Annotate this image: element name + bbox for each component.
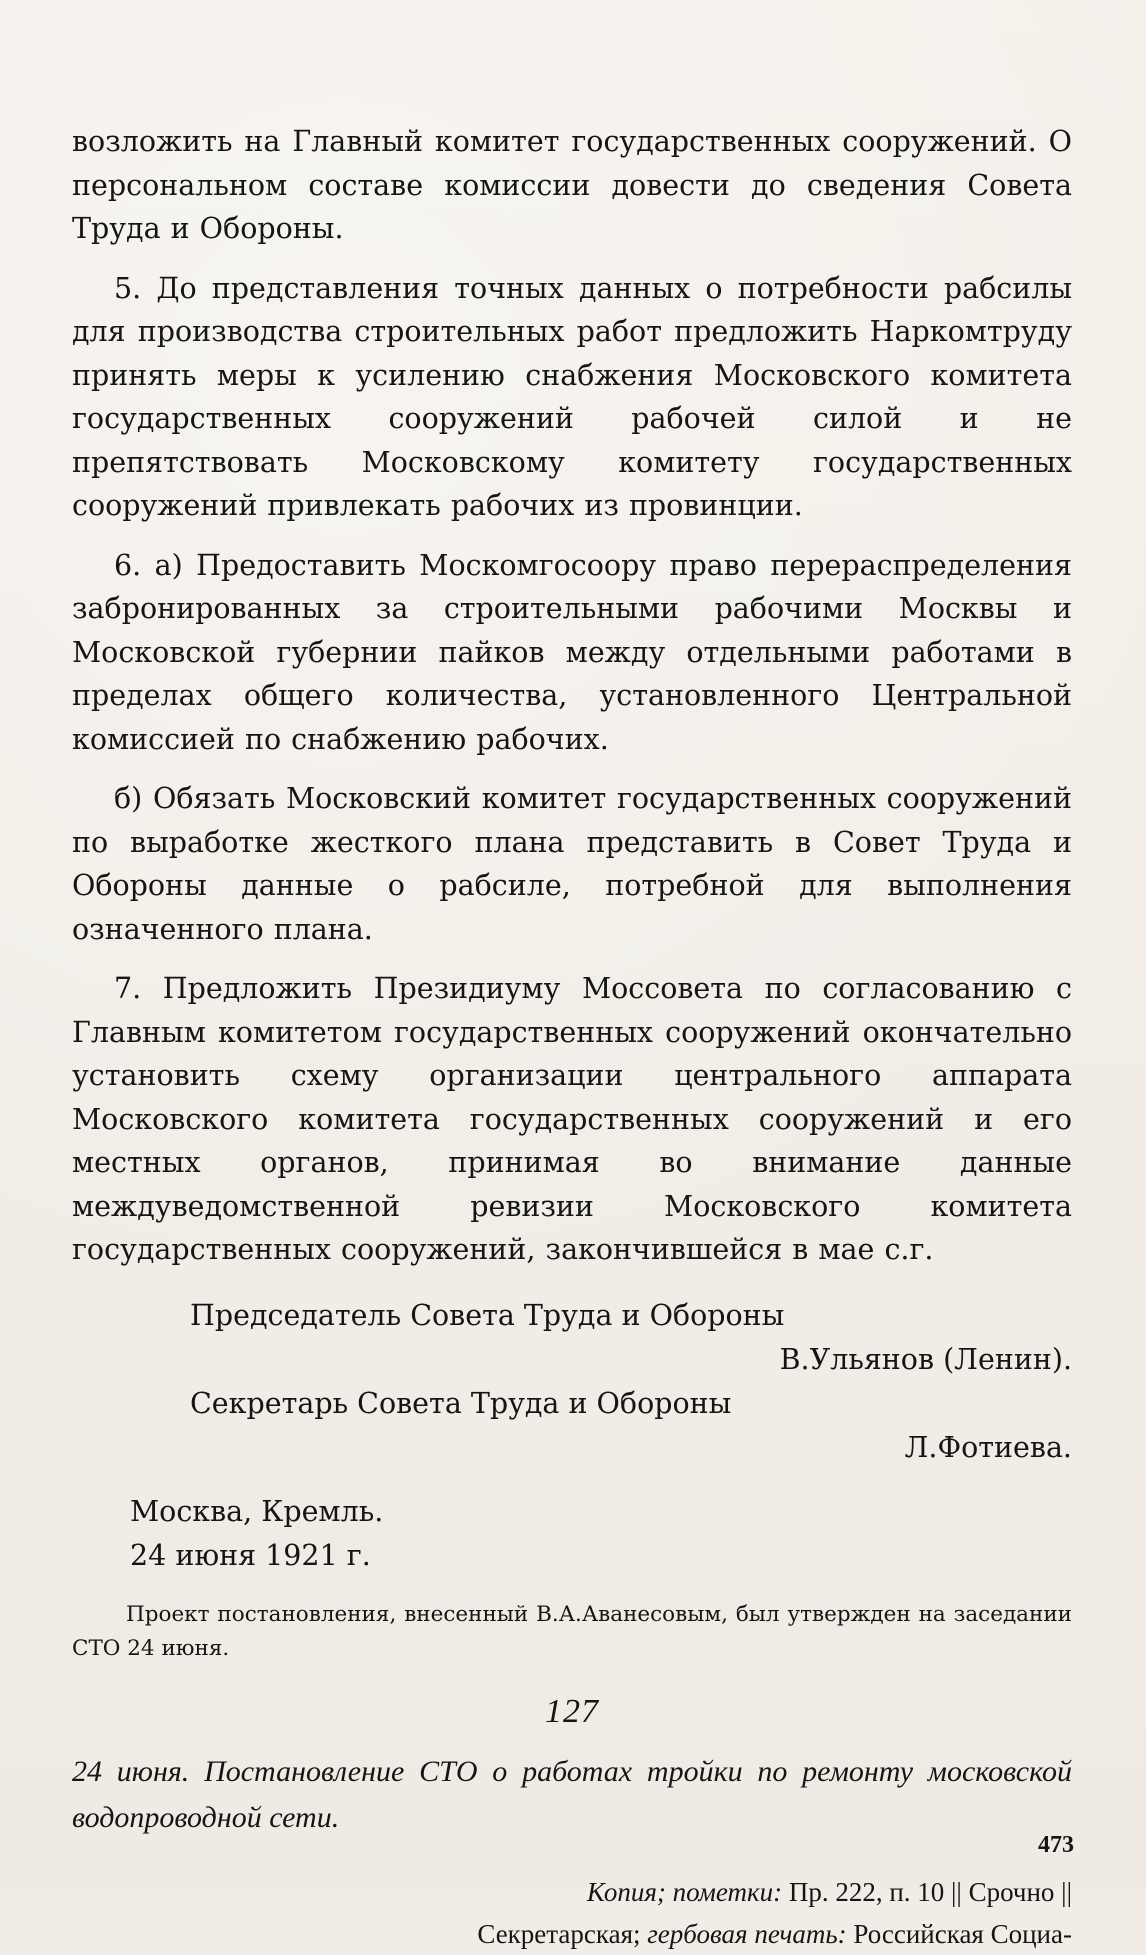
page-content bbox=[72, 120, 1072, 1955]
date-line: 24 июня 1921 г. bbox=[130, 1538, 371, 1572]
meta-line-1 bbox=[72, 1871, 1072, 1913]
paragraph-item-6b: б) Обязать Московский комитет государственных сооружений по выработке жесткого плана представить в Совет Труда и Обороны данные о рабсиле, потребной для выполнения означенного плана. bbox=[72, 782, 1072, 946]
place-line: Москва, Кремль. bbox=[130, 1494, 384, 1528]
paragraph-item-6a: 6. а) Предоставить Москомгосоору право перераспределения забронированных за строительными рабочими Москвы и Московской губернии пайков между отдельными работами в пределах общего количества, установленного Центральной комиссией по снабжению рабочих. bbox=[72, 548, 1072, 756]
paragraph-gap bbox=[72, 528, 1072, 544]
secretary-title: Секретарь Совета Труда и Обороны bbox=[190, 1386, 732, 1420]
paragraph-gap bbox=[72, 761, 1072, 777]
paragraph-item-7: 7. Предложить Президиуму Моссовета по согласованию с Главным комитетом государственных сооружений окончательно установить схему организации центрального аппарата Московского комитета государственных сооружений и его местных органов, принимая во внимание данные междуведомственной ревизии Московского комитета государственных сооружений, закончившейся в мае с.г. bbox=[72, 972, 1072, 1266]
paragraph-gap bbox=[72, 951, 1072, 967]
meta-line-2-value: Секретарская; bbox=[477, 1919, 641, 1949]
editorial-note: Проект постановления, внесенный В.А.Аванесовым, был утвержден на заседании СТО 24 июня. bbox=[72, 1601, 1072, 1661]
signature-block bbox=[72, 1294, 1072, 1470]
page-number: 473 bbox=[1038, 1832, 1074, 1858]
secretary-name: Л.Фотиева. bbox=[904, 1430, 1072, 1464]
meta-line-1-label: Копия; пометки: bbox=[586, 1877, 783, 1907]
document-meta bbox=[72, 1871, 1072, 1955]
next-document-title: 24 июня. Постановление СТО о работах тройки по ремонту московской водопроводной сети. bbox=[72, 1755, 1072, 1834]
chair-title: Председатель Совета Труда и Обороны bbox=[190, 1298, 785, 1332]
meta-line-2 bbox=[72, 1913, 1072, 1955]
meta-line-2-label: гербовая печать: bbox=[647, 1919, 847, 1949]
paragraph-item-5: 5. До представления точных данных о потребности рабсилы для производства строительных работ предложить Наркомтруду принять меры к усилению снабжения Московского комитета государственных сооружений рабочей силой и не препятствовать Московскому комитету государственных сооружений привлекать рабочих из провинции. bbox=[72, 271, 1072, 522]
paragraph-gap bbox=[72, 251, 1072, 267]
place-date-block bbox=[72, 1490, 1072, 1578]
meta-line-2-tail: Российская Социа- bbox=[853, 1919, 1072, 1949]
paragraph-continuation: возложить на Главный комитет государственных сооружений. О персональном составе комиссии довести до сведения Совета Труда и Обороны. bbox=[72, 125, 1072, 245]
meta-line-1-value: Пр. 222, п. 10 || Срочно || bbox=[788, 1877, 1072, 1907]
next-document-number: 127 bbox=[545, 1693, 599, 1730]
chair-name: В.Ульянов (Ленин). bbox=[779, 1342, 1072, 1376]
